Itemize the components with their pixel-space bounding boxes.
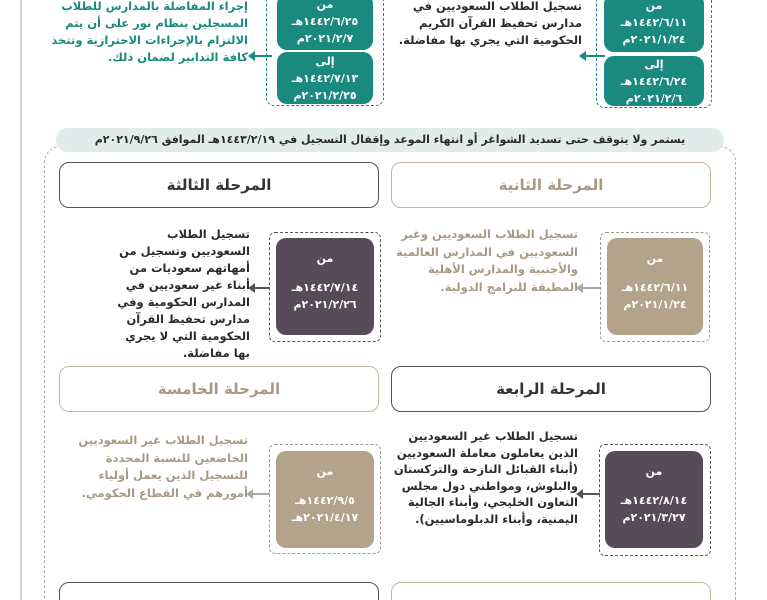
to-label: إلى: [315, 55, 335, 68]
from-label: من: [316, 465, 334, 478]
top-right-to-card: [604, 56, 704, 106]
top-right-from-card: [604, 0, 704, 52]
hijri-date: ١٤٤٢/٧/١٤هـ: [291, 281, 359, 294]
stage2-date-card: [607, 238, 703, 335]
gregorian-date: ٢٠٢١/٤/١٧هـ: [291, 511, 359, 524]
hijri-date: ١٤٤٢/٦/٢٤هـ: [620, 75, 688, 88]
to-label: إلى: [644, 58, 664, 71]
from-label: من: [645, 0, 663, 12]
stage5-header: المرحلة الخامسة: [59, 366, 379, 412]
stage4-date-card: [605, 451, 703, 548]
from-label: من: [316, 0, 334, 11]
stage3-header: المرحلة الثالثة: [59, 162, 379, 208]
top-left-to-card: [277, 52, 373, 104]
gregorian-date: ٢٠٢١/٢/٢٥م: [293, 89, 357, 102]
gregorian-date: ٢٠٢١/١/٢٤م: [622, 33, 686, 46]
stage2-arrow: [580, 287, 600, 289]
from-label: من: [646, 252, 664, 265]
from-label: من: [645, 465, 663, 478]
next-stage-header-left: [59, 582, 379, 600]
stage4-header: المرحلة الرابعة: [391, 366, 711, 412]
stage5-arrow: [250, 493, 270, 495]
hijri-date: ١٤٤٢/٧/١٣هـ: [291, 72, 359, 85]
gregorian-date: ٢٠٢١/١/٢٤م: [623, 298, 687, 311]
from-label: من: [316, 252, 334, 265]
top-left-from-card: [277, 0, 373, 50]
hijri-date: ١٤٤٢/٦/١١هـ: [621, 281, 689, 294]
top-right-text: [392, 0, 582, 49]
stage4-arrow: [580, 493, 600, 495]
next-stage-header-right: [391, 582, 711, 600]
stage3-text: تسجيل الطلاب السعوديين وتسجيل من أمهاتهم سعوديات من أبناء غير سعوديين في المدارس الحكومية وفي مدارس تحفيظ القرآن الحكومية التي لا يجري بها مفاضلة.: [117, 227, 250, 360]
stage2-text: تسجيل الطلاب السعوديين وغير السعوديين في المدارس العالمية والأجنبية والمدارس الأهلية المطبقة للبرامج الدولية.: [396, 227, 578, 294]
hijri-date: ١٤٤٢/٦/١١هـ: [620, 16, 688, 29]
gregorian-date: ٢٠٢١/٣/٢٧م: [622, 511, 686, 524]
deadline-banner-text: يستمر ولا يتوقف حتى تسديد الشواغر أو انتهاء الموعد وإقفال التسجيل في ١٤٤٣/٢/١٩هـ الموافق ٢٠٢١/٩/٢٦م: [94, 133, 686, 146]
stage4-text: تسجيل الطلاب غير السعوديين الذين يعاملون معاملة السعوديين (أبناء القبائل النازحة والتركستان والبلوش، ومواطني دول مجلس التعاون الخليجي، وأبناء الجالية اليمنية، وأبناء الدبلوماسيين).: [393, 429, 578, 526]
gregorian-date: ٢٠٢١/٢/٧م: [296, 32, 354, 45]
stage5-date-card: [276, 451, 374, 548]
gregorian-date: ٢٠٢١/٢/٦م: [625, 92, 683, 105]
stage2-header: المرحلة الثانية: [391, 162, 711, 208]
stage5-text: تسجيل الطلاب غير السعوديين الخاضعين للنسبة المحددة للتسجيل الذين يعمل أولياء أمورهم في القطاع الحكومي.: [78, 433, 248, 500]
left-edge-line: [20, 0, 22, 600]
hijri-date: ١٤٤٢/٨/١٤هـ: [620, 494, 688, 507]
hijri-date: ١٤٤٢/٩/٥هـ: [295, 494, 355, 507]
stage3-date-card: [276, 238, 374, 335]
top-left-text: إجراء المفاضلة بالمدارس للطلاب المسجلين بنظام نور على أن يتم الالتزام بالإجراءات الاحترازية وتتخذ كافة التدابير لضمان ذلك.: [51, 0, 248, 64]
gregorian-date: ٢٠٢١/٢/٢٦م: [293, 298, 357, 311]
top-right-text-content: تسجيل الطلاب السعوديين في مدارس تحفيظ القرآن الكريم الحكومية التي يجري بها مفاضلة.: [398, 0, 582, 47]
stage3-arrow: [252, 287, 270, 289]
hijri-date: ١٤٤٢/٦/٢٥هـ: [291, 15, 359, 28]
